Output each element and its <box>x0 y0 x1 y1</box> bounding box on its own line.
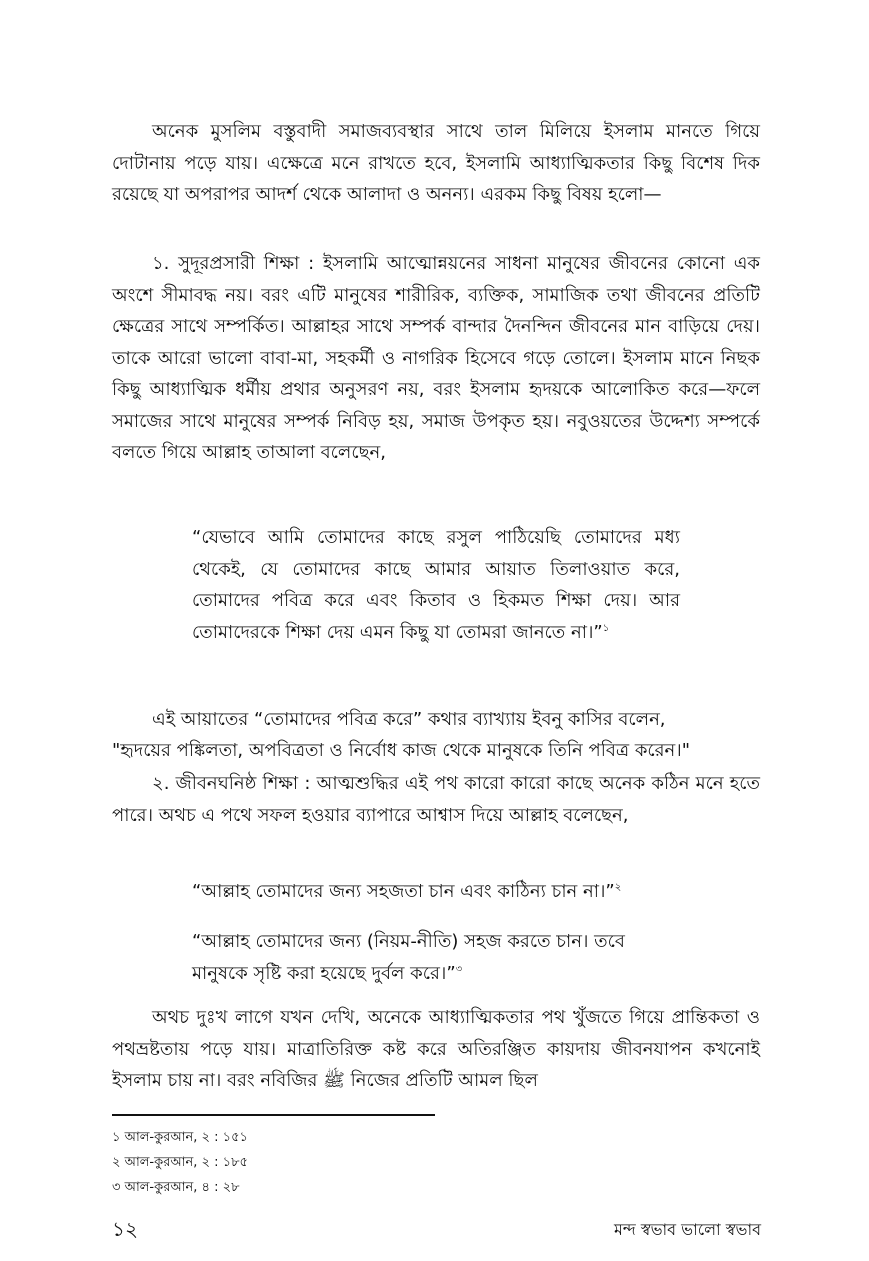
footnote-3: ৩ আল-কুরআন, ৪ : ২৮ <box>112 1180 240 1195</box>
paragraph-tafsir-quote: "হৃদয়ের পঙ্কিলতা, অপবিত্রতা ও নির্বোধ কাজ থেকে মানুষকে তিনি পবিত্র করেন।" <box>112 740 691 761</box>
paragraph-extremism: অথচ দুঃখ লাগে যখন দেখি, অনেকে আধ্যাত্মিকতার পথ খুঁজতে গিয়ে প্রান্তিকতা ও পথভ্রষ্টতায় পড়ে যায়। মাত্রাতিরিক্ত কষ্ট করে অতিরঞ্জিত কায়দায় জীবনযাপন কখনোই ইসলাম চায় না। বরং নবিজির ﷺ নিজের প্রতিটি আমল ছিল <box>112 1007 760 1091</box>
page-number: ১২ <box>112 1217 138 1241</box>
quote-verse-3 <box>192 926 680 989</box>
paragraph-intro: অনেক মুসলিম বস্তুবাদী সমাজব্যবস্থার সাথে তাল মিলিয়ে ইসলাম মানতে গিয়ে দোটানায় পড়ে যায়। এক্ষেত্রে মনে রাখতে হবে, ইসলামি আধ্যাত্মিকতার কিছু বিশেষ দিক রয়েছে যা অপরাপর আদর্শ থেকে আলাদা ও অনন্য। এরকম কিছু বিষয় হলো— <box>112 121 760 205</box>
running-title: মন্দ স্বভাব ভালো স্বভাব <box>614 1220 761 1239</box>
quote-verse-2-text: “আল্লাহ তোমাদের জন্য সহজতা চান এবং কাঠিন্য চান না।” <box>192 881 615 902</box>
footnote-2: ২ আল-কুরআন, ২ : ১৮৫ <box>112 1155 248 1170</box>
footnote-ref-1: ১ <box>602 622 610 634</box>
footnote-ref-2: ২ <box>614 882 622 893</box>
quote-verse-2 <box>192 876 680 908</box>
footnote-1: ১ আল-কুরআন, ২ : ১৫১ <box>112 1130 248 1145</box>
footnote-ref-3: ৩ <box>455 963 463 975</box>
quote-verse-1-text: “যেভাবে আমি তোমাদের কাছে রসুল পাঠিয়েছি তোমাদের মধ্য থেকেই, যে তোমাদের কাছে আমার আয়াত তিলাওয়াত করে, তোমাদের পবিত্র করে এবং কিতাব ও হিকমত শিক্ষা দেয়। আর তোমাদেরকে শিক্ষা দেয় এমন কিছু যা তোমরা জানতে না।” <box>192 527 680 643</box>
quote-verse-3-text: “আল্লাহ তোমাদের জন্য (নিয়ম-নীতি) সহজ করতে চান। তবে মানুষকে সৃষ্টি করা হয়েছে দুর্বল করে।” <box>192 931 625 984</box>
footnote-divider <box>112 1114 435 1116</box>
paragraph-point-1: ১. সুদূরপ্রসারী শিক্ষা : ইসলামি আত্মোন্নয়নের সাধনা মানুষের জীবনের কোনো এক অংশে সীমাবদ্ধ নয়। বরং এটি মানুষের শারীরিক, ব্যক্তিক, সামাজিক তথা জীবনের প্রতিটি ক্ষেত্রের সাথে সম্পর্কিত। আল্লাহর সাথে সম্পর্ক বান্দার দৈনন্দিন জীবনের মান বাড়িয়ে দেয়। তাকে আরো ভালো বাবা-মা, সহকর্মী ও নাগরিক হিসেবে গড়ে তোলে। ইসলাম মানে নিছক কিছু আধ্যাত্মিক ধর্মীয় প্রথার অনুসরণ নয়, বরং ইসলাম হৃদয়কে আলোকিত করে—ফলে সমাজের সাথে মানুষের সম্পর্ক নিবিড় হয়, সমাজ উপকৃত হয়। নবুওয়তের উদ্দেশ্য সম্পর্কে বলতে গিয়ে আল্লাহ তাআলা বলেছেন, <box>112 253 760 463</box>
quote-verse-1 <box>192 522 680 648</box>
paragraph-point-2: ২. জীবনঘনিষ্ঠ শিক্ষা : আত্মশুদ্ধির এই পথ কারো কারো কাছে অনেক কঠিন মনে হতে পারে। অথচ এ পথে সফল হওয়ার ব্যাপারে আশ্বাস দিয়ে আল্লাহ বলেছেন, <box>112 773 760 826</box>
paragraph-tafsir-intro: এই আয়াতের “তোমাদের পবিত্র করে” কথার ব্যাখ্যায় ইবনু কাসির বলেন, <box>152 709 666 730</box>
